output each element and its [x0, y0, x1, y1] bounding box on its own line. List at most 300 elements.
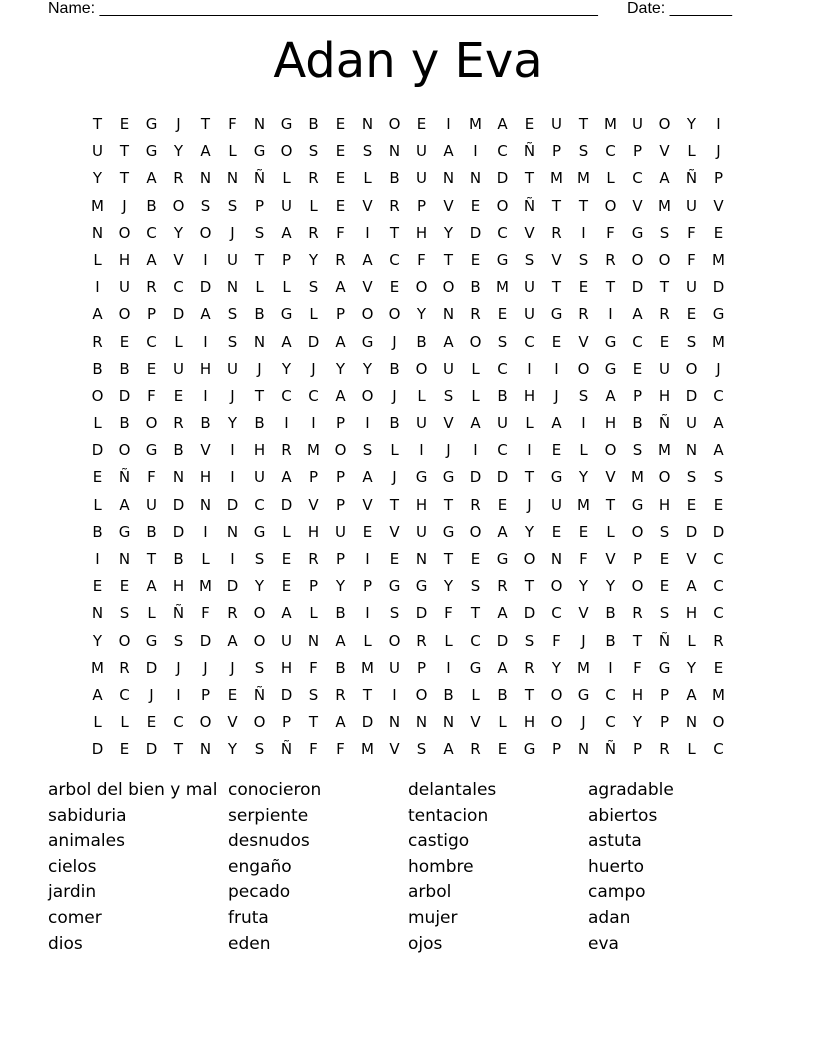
- grid-letter[interactable]: G: [280, 305, 293, 324]
- grid-letter[interactable]: D: [307, 332, 320, 351]
- grid-letter[interactable]: I: [176, 685, 181, 704]
- grid-letter[interactable]: R: [389, 196, 400, 215]
- grid-letter[interactable]: S: [578, 250, 589, 269]
- grid-letter[interactable]: J: [311, 359, 316, 378]
- grid-letter[interactable]: G: [361, 332, 374, 351]
- grid-letter[interactable]: A: [146, 577, 157, 596]
- grid-letter[interactable]: O: [145, 414, 158, 433]
- grid-letter[interactable]: G: [496, 250, 509, 269]
- grid-letter[interactable]: G: [712, 305, 725, 324]
- grid-letter[interactable]: Y: [281, 359, 292, 378]
- grid-letter[interactable]: N: [118, 550, 131, 568]
- grid-letter[interactable]: O: [172, 196, 185, 215]
- grid-letter[interactable]: T: [524, 169, 535, 188]
- grid-letter[interactable]: S: [362, 441, 373, 460]
- grid-letter[interactable]: B: [470, 278, 481, 297]
- grid-letter[interactable]: U: [281, 631, 292, 650]
- grid-letter[interactable]: U: [173, 359, 184, 378]
- grid-letter[interactable]: M: [712, 685, 725, 704]
- grid-letter[interactable]: G: [550, 468, 563, 487]
- grid-letter[interactable]: I: [230, 550, 235, 568]
- grid-letter[interactable]: S: [497, 332, 508, 351]
- grid-letter[interactable]: R: [659, 740, 670, 759]
- grid-letter[interactable]: M: [604, 115, 617, 133]
- grid-letter[interactable]: E: [281, 550, 292, 568]
- grid-letter[interactable]: O: [118, 631, 131, 650]
- grid-letter[interactable]: T: [524, 685, 535, 704]
- grid-letter[interactable]: D: [199, 278, 212, 297]
- grid-letter[interactable]: I: [203, 250, 208, 269]
- grid-letter[interactable]: N: [442, 305, 455, 324]
- grid-letter[interactable]: F: [201, 604, 210, 623]
- grid-letter[interactable]: E: [119, 740, 130, 759]
- grid-letter[interactable]: G: [469, 658, 482, 677]
- grid-letter[interactable]: J: [149, 685, 154, 704]
- grid-letter[interactable]: B: [335, 658, 346, 677]
- grid-letter[interactable]: C: [713, 740, 724, 759]
- grid-letter[interactable]: T: [470, 604, 481, 623]
- grid-letter[interactable]: L: [579, 441, 588, 460]
- grid-letter[interactable]: T: [443, 250, 454, 269]
- grid-letter[interactable]: R: [470, 305, 481, 324]
- grid-letter[interactable]: V: [362, 196, 373, 215]
- grid-letter[interactable]: E: [497, 740, 508, 759]
- grid-letter[interactable]: C: [173, 713, 184, 732]
- grid-letter[interactable]: L: [363, 169, 372, 188]
- grid-letter[interactable]: O: [118, 223, 131, 242]
- grid-letter[interactable]: Y: [632, 713, 643, 732]
- grid-letter[interactable]: H: [280, 658, 293, 677]
- grid-letter[interactable]: D: [226, 577, 239, 596]
- grid-letter[interactable]: G: [145, 441, 158, 460]
- grid-letter[interactable]: A: [92, 685, 103, 704]
- grid-letter[interactable]: L: [282, 278, 291, 297]
- grid-letter[interactable]: R: [659, 305, 670, 324]
- grid-letter[interactable]: L: [201, 550, 210, 568]
- grid-letter[interactable]: R: [470, 495, 481, 514]
- grid-letter[interactable]: D: [280, 495, 293, 514]
- grid-letter[interactable]: P: [335, 414, 346, 433]
- grid-letter[interactable]: N: [199, 495, 212, 514]
- grid-letter[interactable]: S: [713, 468, 724, 487]
- grid-letter[interactable]: L: [93, 250, 102, 269]
- grid-letter[interactable]: S: [254, 550, 265, 568]
- grid-letter[interactable]: I: [230, 441, 235, 460]
- grid-letter[interactable]: C: [713, 386, 724, 405]
- grid-letter[interactable]: A: [281, 604, 292, 623]
- grid-letter[interactable]: T: [254, 386, 265, 405]
- grid-letter[interactable]: D: [523, 604, 536, 623]
- grid-letter[interactable]: P: [335, 495, 346, 514]
- grid-letter[interactable]: N: [415, 550, 428, 568]
- grid-letter[interactable]: P: [659, 685, 670, 704]
- grid-letter[interactable]: A: [200, 305, 211, 324]
- grid-letter[interactable]: S: [227, 332, 238, 351]
- grid-letter[interactable]: R: [173, 414, 184, 433]
- grid-letter[interactable]: B: [308, 115, 319, 133]
- grid-letter[interactable]: L: [498, 713, 507, 732]
- grid-letter[interactable]: S: [254, 740, 265, 759]
- grid-letter[interactable]: E: [497, 305, 508, 324]
- grid-letter[interactable]: S: [416, 740, 427, 759]
- grid-letter[interactable]: L: [606, 522, 615, 541]
- grid-letter[interactable]: I: [95, 278, 100, 297]
- grid-letter[interactable]: Ñ: [118, 468, 131, 487]
- grid-letter[interactable]: D: [199, 631, 212, 650]
- grid-letter[interactable]: G: [415, 468, 428, 487]
- grid-letter[interactable]: L: [309, 604, 318, 623]
- grid-letter[interactable]: A: [227, 631, 238, 650]
- grid-letter[interactable]: O: [631, 250, 644, 269]
- grid-letter[interactable]: G: [631, 223, 644, 242]
- grid-letter[interactable]: N: [172, 468, 185, 487]
- grid-letter[interactable]: E: [713, 223, 724, 242]
- grid-letter[interactable]: E: [578, 278, 589, 297]
- grid-letter[interactable]: V: [443, 414, 454, 433]
- grid-letter[interactable]: V: [524, 223, 535, 242]
- grid-letter[interactable]: S: [659, 522, 670, 541]
- grid-letter[interactable]: S: [524, 631, 535, 650]
- grid-letter[interactable]: V: [551, 250, 562, 269]
- grid-letter[interactable]: I: [203, 332, 208, 351]
- grid-letter[interactable]: E: [416, 115, 427, 133]
- grid-letter[interactable]: R: [524, 658, 535, 677]
- grid-letter[interactable]: F: [687, 250, 696, 269]
- grid-letter[interactable]: O: [658, 468, 671, 487]
- grid-letter[interactable]: F: [687, 223, 696, 242]
- grid-letter[interactable]: E: [551, 441, 562, 460]
- grid-letter[interactable]: B: [146, 522, 157, 541]
- grid-letter[interactable]: P: [632, 142, 643, 161]
- grid-letter[interactable]: Y: [254, 577, 265, 596]
- grid-letter[interactable]: N: [253, 115, 266, 133]
- grid-letter[interactable]: O: [388, 631, 401, 650]
- grid-letter[interactable]: Y: [173, 142, 184, 161]
- grid-letter[interactable]: U: [335, 522, 346, 541]
- grid-letter[interactable]: L: [471, 359, 480, 378]
- grid-letter[interactable]: B: [389, 359, 400, 378]
- grid-letter[interactable]: D: [172, 305, 185, 324]
- grid-letter[interactable]: S: [227, 196, 238, 215]
- grid-letter[interactable]: S: [659, 604, 670, 623]
- grid-letter[interactable]: J: [716, 142, 721, 161]
- grid-letter[interactable]: A: [335, 713, 346, 732]
- grid-letter[interactable]: N: [442, 713, 455, 732]
- grid-letter[interactable]: S: [254, 223, 265, 242]
- grid-letter[interactable]: F: [633, 658, 642, 677]
- grid-letter[interactable]: E: [632, 359, 643, 378]
- grid-letter[interactable]: B: [119, 359, 130, 378]
- grid-letter[interactable]: M: [577, 658, 590, 677]
- grid-letter[interactable]: O: [469, 522, 482, 541]
- grid-letter[interactable]: A: [632, 305, 643, 324]
- grid-letter[interactable]: C: [389, 250, 400, 269]
- grid-letter[interactable]: A: [335, 631, 346, 650]
- grid-letter[interactable]: Ñ: [280, 740, 293, 759]
- grid-letter[interactable]: M: [577, 169, 590, 188]
- grid-letter[interactable]: R: [281, 441, 292, 460]
- grid-letter[interactable]: B: [605, 631, 616, 650]
- grid-letter[interactable]: U: [416, 169, 427, 188]
- grid-letter[interactable]: L: [687, 142, 696, 161]
- grid-letter[interactable]: S: [308, 685, 319, 704]
- grid-letter[interactable]: A: [281, 332, 292, 351]
- grid-letter[interactable]: M: [199, 577, 212, 596]
- grid-letter[interactable]: M: [469, 115, 482, 133]
- grid-letter[interactable]: C: [713, 577, 724, 596]
- grid-letter[interactable]: Ñ: [523, 142, 536, 161]
- grid-letter[interactable]: G: [442, 468, 455, 487]
- grid-letter[interactable]: E: [335, 196, 346, 215]
- grid-letter[interactable]: R: [335, 685, 346, 704]
- grid-letter[interactable]: U: [416, 142, 427, 161]
- grid-letter[interactable]: B: [173, 550, 184, 568]
- grid-letter[interactable]: A: [497, 604, 508, 623]
- grid-letter[interactable]: A: [200, 142, 211, 161]
- grid-letter[interactable]: F: [336, 223, 345, 242]
- grid-letter[interactable]: Y: [362, 359, 373, 378]
- grid-letter[interactable]: T: [362, 685, 373, 704]
- grid-letter[interactable]: J: [230, 386, 235, 405]
- grid-letter[interactable]: A: [659, 169, 670, 188]
- grid-letter[interactable]: U: [551, 495, 562, 514]
- grid-letter[interactable]: A: [443, 332, 454, 351]
- grid-letter[interactable]: N: [550, 550, 563, 568]
- grid-letter[interactable]: R: [308, 223, 319, 242]
- grid-letter[interactable]: I: [365, 550, 370, 568]
- grid-letter[interactable]: B: [92, 522, 103, 541]
- grid-letter[interactable]: L: [93, 414, 102, 433]
- grid-letter[interactable]: V: [200, 441, 211, 460]
- grid-letter[interactable]: E: [227, 685, 238, 704]
- grid-letter[interactable]: T: [443, 495, 454, 514]
- grid-letter[interactable]: L: [390, 441, 399, 460]
- grid-letter[interactable]: O: [550, 577, 563, 596]
- grid-letter[interactable]: I: [446, 115, 451, 133]
- grid-letter[interactable]: B: [146, 196, 157, 215]
- grid-letter[interactable]: U: [632, 115, 643, 133]
- grid-letter[interactable]: A: [443, 740, 454, 759]
- grid-letter[interactable]: E: [146, 359, 157, 378]
- grid-letter[interactable]: S: [686, 468, 697, 487]
- grid-letter[interactable]: M: [577, 495, 590, 514]
- grid-letter[interactable]: R: [632, 604, 643, 623]
- grid-letter[interactable]: D: [712, 278, 725, 297]
- grid-letter[interactable]: B: [254, 305, 265, 324]
- grid-letter[interactable]: B: [632, 414, 643, 433]
- grid-letter[interactable]: A: [119, 495, 130, 514]
- grid-letter[interactable]: E: [335, 142, 346, 161]
- grid-letter[interactable]: C: [713, 550, 724, 568]
- grid-letter[interactable]: O: [415, 278, 428, 297]
- grid-letter[interactable]: A: [713, 441, 724, 460]
- grid-letter[interactable]: T: [578, 196, 589, 215]
- grid-letter[interactable]: M: [712, 332, 725, 351]
- grid-letter[interactable]: Ñ: [604, 740, 617, 759]
- grid-letter[interactable]: B: [389, 169, 400, 188]
- grid-letter[interactable]: S: [308, 142, 319, 161]
- grid-letter[interactable]: Y: [605, 577, 616, 596]
- grid-letter[interactable]: J: [527, 495, 532, 514]
- grid-letter[interactable]: R: [308, 550, 319, 568]
- grid-letter[interactable]: S: [443, 386, 454, 405]
- grid-letter[interactable]: J: [581, 713, 586, 732]
- grid-letter[interactable]: M: [361, 658, 374, 677]
- grid-letter[interactable]: H: [631, 685, 644, 704]
- grid-letter[interactable]: O: [631, 522, 644, 541]
- grid-letter[interactable]: O: [388, 305, 401, 324]
- grid-letter[interactable]: Y: [524, 522, 535, 541]
- grid-letter[interactable]: D: [145, 740, 158, 759]
- grid-letter[interactable]: E: [551, 332, 562, 351]
- grid-letter[interactable]: B: [389, 414, 400, 433]
- grid-letter[interactable]: J: [554, 386, 559, 405]
- grid-letter[interactable]: B: [443, 685, 454, 704]
- grid-letter[interactable]: E: [578, 522, 589, 541]
- grid-letter[interactable]: L: [606, 169, 615, 188]
- grid-letter[interactable]: O: [415, 359, 428, 378]
- grid-letter[interactable]: O: [577, 359, 590, 378]
- grid-letter[interactable]: S: [686, 332, 697, 351]
- grid-letter[interactable]: G: [577, 685, 590, 704]
- grid-letter[interactable]: O: [334, 441, 347, 460]
- grid-letter[interactable]: Ñ: [253, 169, 266, 188]
- grid-letter[interactable]: E: [470, 250, 481, 269]
- grid-letter[interactable]: G: [604, 332, 617, 351]
- grid-letter[interactable]: U: [659, 359, 670, 378]
- grid-letter[interactable]: O: [469, 332, 482, 351]
- grid-letter[interactable]: G: [253, 142, 266, 161]
- grid-letter[interactable]: T: [551, 196, 562, 215]
- grid-letter[interactable]: S: [119, 604, 130, 623]
- grid-letter[interactable]: V: [227, 713, 238, 732]
- grid-letter[interactable]: G: [496, 550, 509, 568]
- grid-letter[interactable]: Y: [308, 250, 319, 269]
- grid-letter[interactable]: V: [362, 278, 373, 297]
- grid-letter[interactable]: G: [523, 740, 536, 759]
- grid-letter[interactable]: G: [442, 522, 455, 541]
- grid-letter[interactable]: V: [578, 604, 589, 623]
- grid-letter[interactable]: Y: [227, 414, 238, 433]
- grid-letter[interactable]: N: [91, 223, 104, 242]
- grid-letter[interactable]: M: [631, 468, 644, 487]
- grid-letter[interactable]: D: [496, 468, 509, 487]
- grid-letter[interactable]: D: [226, 495, 239, 514]
- grid-letter[interactable]: P: [713, 169, 724, 188]
- grid-letter[interactable]: E: [686, 305, 697, 324]
- grid-letter[interactable]: J: [392, 468, 397, 487]
- grid-letter[interactable]: O: [91, 386, 104, 405]
- grid-letter[interactable]: T: [443, 550, 454, 568]
- grid-letter[interactable]: N: [226, 169, 239, 188]
- grid-letter[interactable]: G: [550, 305, 563, 324]
- grid-letter[interactable]: A: [335, 386, 346, 405]
- grid-letter[interactable]: A: [497, 522, 508, 541]
- grid-letter[interactable]: T: [524, 468, 535, 487]
- grid-letter[interactable]: N: [685, 441, 698, 460]
- grid-letter[interactable]: C: [254, 495, 265, 514]
- grid-letter[interactable]: S: [470, 577, 481, 596]
- grid-letter[interactable]: D: [145, 658, 158, 677]
- grid-letter[interactable]: D: [685, 386, 698, 405]
- grid-letter[interactable]: E: [524, 115, 535, 133]
- grid-letter[interactable]: C: [173, 278, 184, 297]
- grid-letter[interactable]: S: [389, 604, 400, 623]
- grid-letter[interactable]: E: [497, 495, 508, 514]
- grid-letter[interactable]: P: [632, 740, 643, 759]
- grid-letter[interactable]: N: [388, 142, 401, 161]
- grid-letter[interactable]: O: [631, 577, 644, 596]
- grid-letter[interactable]: A: [686, 685, 697, 704]
- grid-letter[interactable]: A: [497, 658, 508, 677]
- grid-letter[interactable]: B: [254, 414, 265, 433]
- grid-letter[interactable]: O: [550, 713, 563, 732]
- grid-letter[interactable]: N: [253, 332, 266, 351]
- grid-letter[interactable]: V: [173, 250, 184, 269]
- grid-letter[interactable]: L: [120, 713, 129, 732]
- grid-letter[interactable]: A: [470, 414, 481, 433]
- grid-letter[interactable]: V: [686, 550, 697, 568]
- grid-letter[interactable]: M: [658, 196, 671, 215]
- grid-letter[interactable]: D: [496, 169, 509, 188]
- grid-letter[interactable]: R: [416, 631, 427, 650]
- grid-letter[interactable]: D: [712, 522, 725, 541]
- grid-letter[interactable]: L: [309, 305, 318, 324]
- grid-letter[interactable]: J: [392, 386, 397, 405]
- grid-letter[interactable]: J: [581, 631, 586, 650]
- grid-letter[interactable]: H: [658, 386, 671, 405]
- grid-letter[interactable]: T: [200, 115, 211, 133]
- grid-letter[interactable]: B: [497, 685, 508, 704]
- grid-letter[interactable]: U: [281, 196, 292, 215]
- grid-letter[interactable]: Y: [578, 468, 589, 487]
- grid-letter[interactable]: E: [659, 577, 670, 596]
- grid-letter[interactable]: C: [281, 386, 292, 405]
- grid-letter[interactable]: M: [307, 441, 320, 460]
- grid-letter[interactable]: T: [605, 495, 616, 514]
- grid-letter[interactable]: J: [446, 441, 451, 460]
- grid-letter[interactable]: E: [362, 522, 373, 541]
- grid-letter[interactable]: L: [687, 631, 696, 650]
- grid-letter[interactable]: P: [335, 468, 346, 487]
- grid-letter[interactable]: Y: [416, 305, 427, 324]
- grid-letter[interactable]: M: [496, 278, 509, 297]
- grid-letter[interactable]: M: [712, 250, 725, 269]
- grid-letter[interactable]: L: [147, 604, 156, 623]
- grid-letter[interactable]: R: [119, 658, 130, 677]
- grid-letter[interactable]: C: [632, 169, 643, 188]
- grid-letter[interactable]: R: [146, 278, 157, 297]
- grid-letter[interactable]: V: [659, 142, 670, 161]
- grid-letter[interactable]: C: [605, 685, 616, 704]
- grid-letter[interactable]: O: [118, 305, 131, 324]
- grid-letter[interactable]: L: [255, 278, 264, 297]
- grid-letter[interactable]: D: [361, 713, 374, 732]
- grid-letter[interactable]: Y: [443, 577, 454, 596]
- grid-letter[interactable]: F: [444, 604, 453, 623]
- grid-letter[interactable]: P: [308, 577, 319, 596]
- grid-letter[interactable]: P: [281, 713, 292, 732]
- grid-letter[interactable]: L: [363, 631, 372, 650]
- grid-letter[interactable]: N: [199, 740, 212, 759]
- grid-letter[interactable]: C: [632, 332, 643, 351]
- grid-letter[interactable]: I: [473, 142, 478, 161]
- grid-letter[interactable]: O: [550, 685, 563, 704]
- grid-letter[interactable]: B: [119, 414, 130, 433]
- grid-letter[interactable]: A: [281, 223, 292, 242]
- grid-letter[interactable]: I: [527, 441, 532, 460]
- grid-letter[interactable]: S: [578, 386, 589, 405]
